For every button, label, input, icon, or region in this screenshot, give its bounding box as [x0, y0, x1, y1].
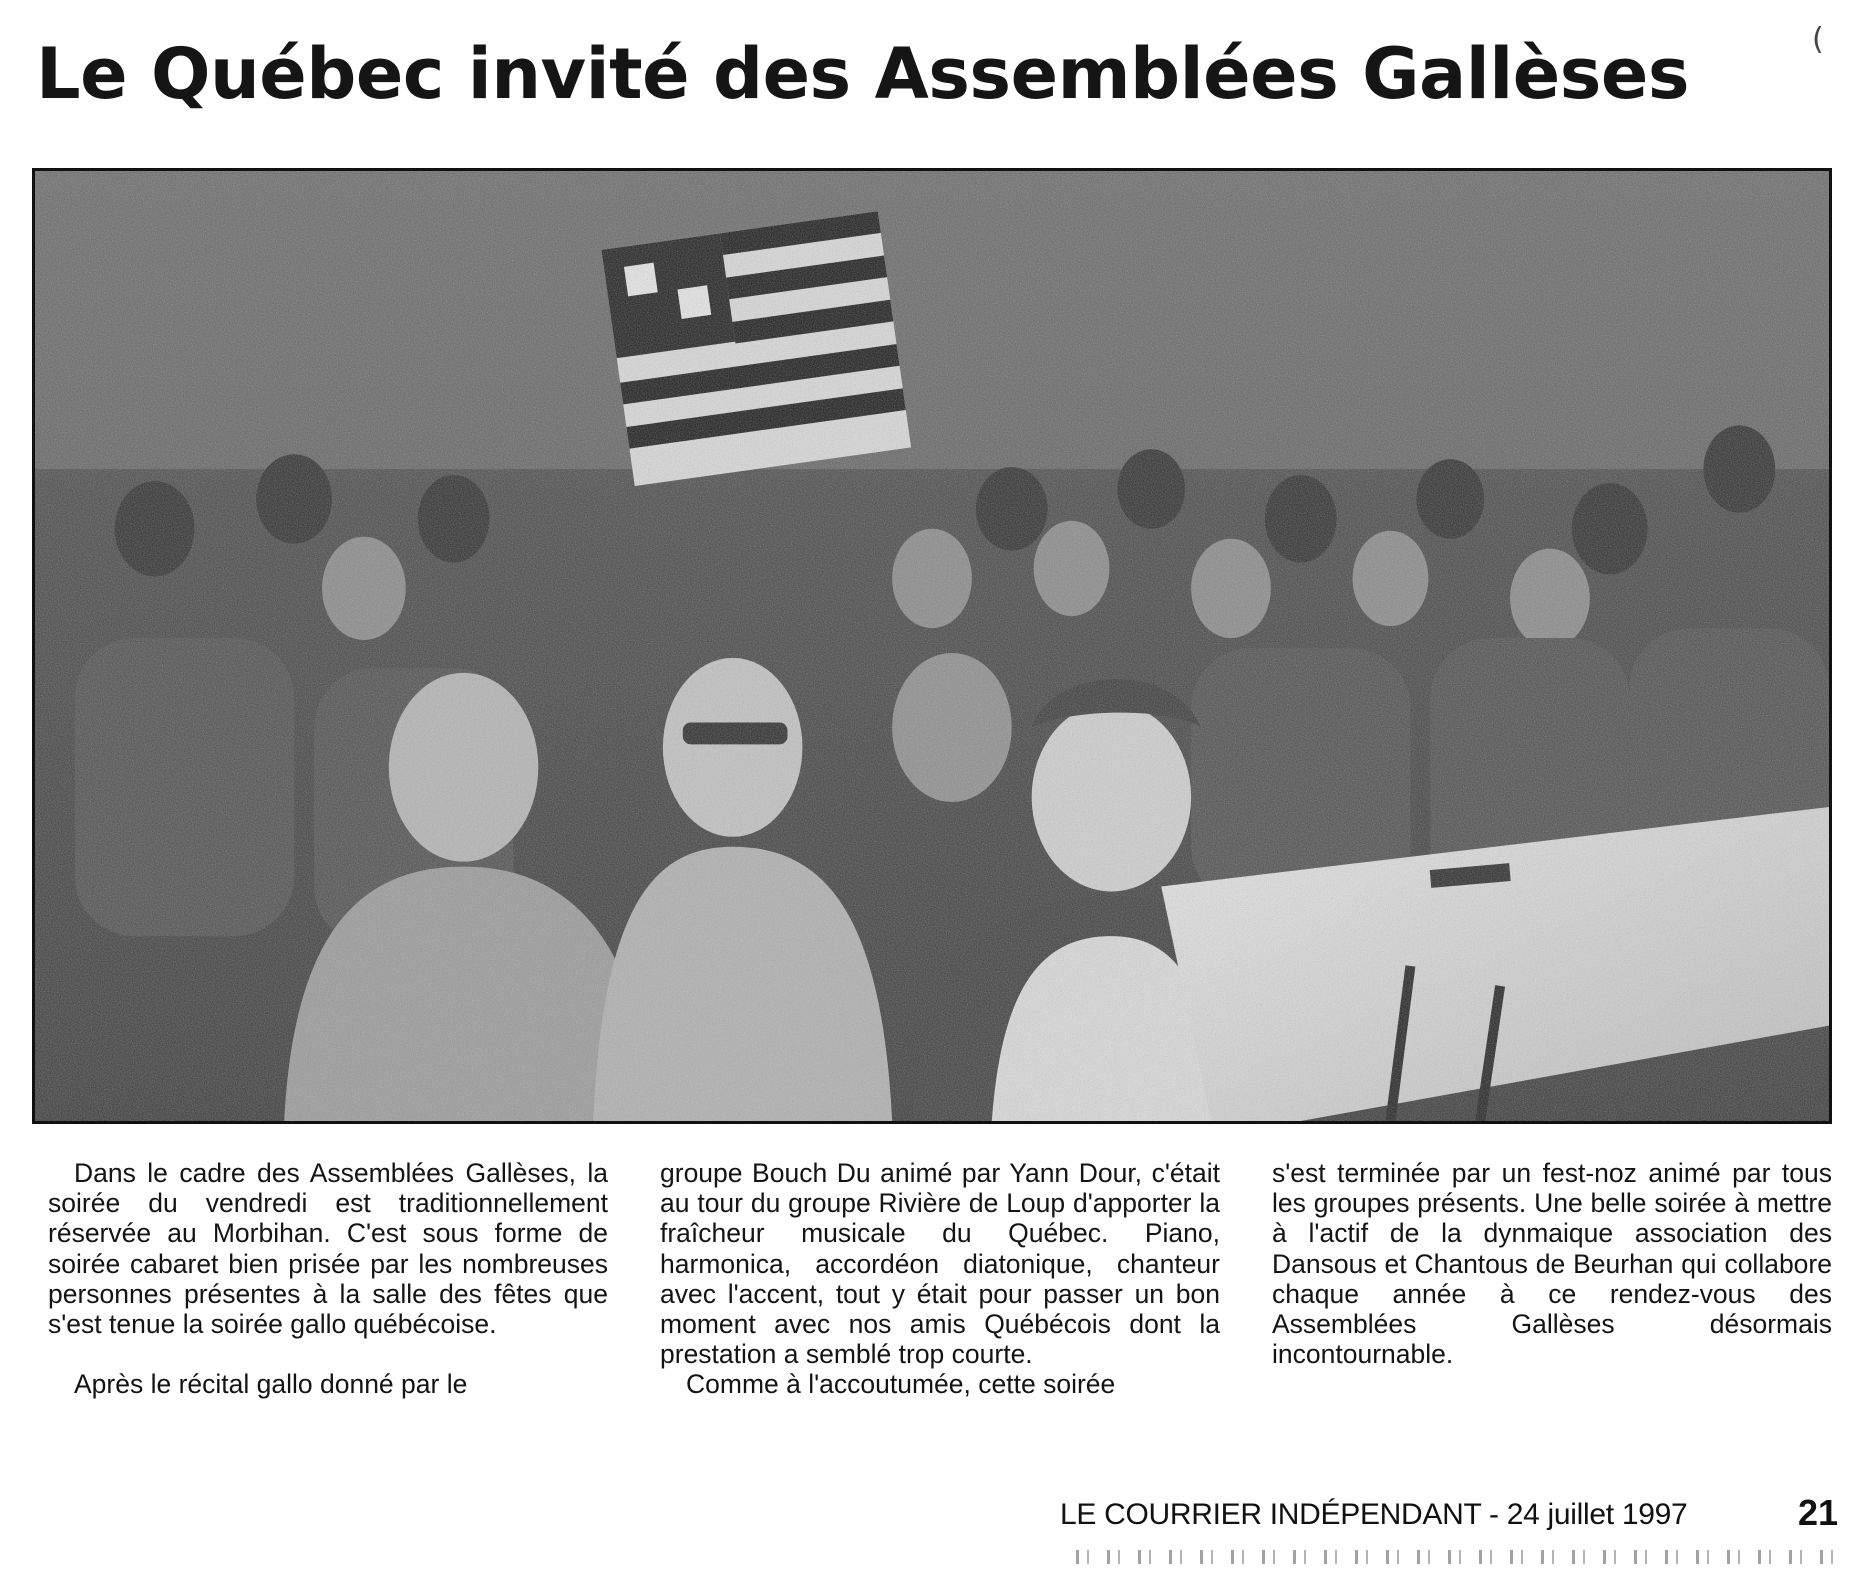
- article-column-2: [660, 1158, 1220, 1400]
- article-paragraph: s'est terminée par un fest-noz animé par tous les groupes présents. Une belle soirée à mettre à l'actif de la dynmaique association des Dansous et Chantous de Beurhan qui collabore chaque année à ce rendez-vous des Assemblées Gallèses désormais incontournable.: [1272, 1158, 1832, 1370]
- newspaper-photo-audience-icon: [35, 171, 1829, 1121]
- article-column-3: [1272, 1158, 1832, 1369]
- article-paragraph: Après le récital gallo donné par le: [74, 1369, 468, 1400]
- page-footer: [1060, 1492, 1840, 1535]
- article-column-1: [48, 1158, 608, 1399]
- scan-noise-divider: [1076, 1550, 1836, 1564]
- corner-mark: (: [1812, 22, 1824, 57]
- headline: Le Québec invité des Assemblées Gallèses: [36, 33, 1690, 115]
- article-paragraph: Dans le cadre des Assemblées Gallèses, la soirée du vendredi est traditionnellement réservée au Morbihan. C'est sous forme de soirée cabaret bien prisée par les nombreuses personnes présentes à la salle des fêtes que s'est tenue la soirée gallo québécoise.: [48, 1158, 608, 1340]
- publication-line: LE COURRIER INDÉPENDANT - 24 juillet 1997: [1060, 1498, 1688, 1531]
- article-paragraph: groupe Bouch Du animé par Yann Dour, c'était au tour du groupe Rivière de Loup d'apporter la fraîcheur musicale du Québec. Piano, harmonica, accordéon diatonique, chanteur avec l'accent, tout y était pour passer un bon moment avec nos amis Québécois dont la prestation a semblé trop courte.: [660, 1158, 1220, 1370]
- article-paragraph: Comme à l'accoutumée, cette soirée: [686, 1369, 1116, 1400]
- article-photo: [32, 168, 1832, 1124]
- page-number: 21: [1798, 1492, 1839, 1533]
